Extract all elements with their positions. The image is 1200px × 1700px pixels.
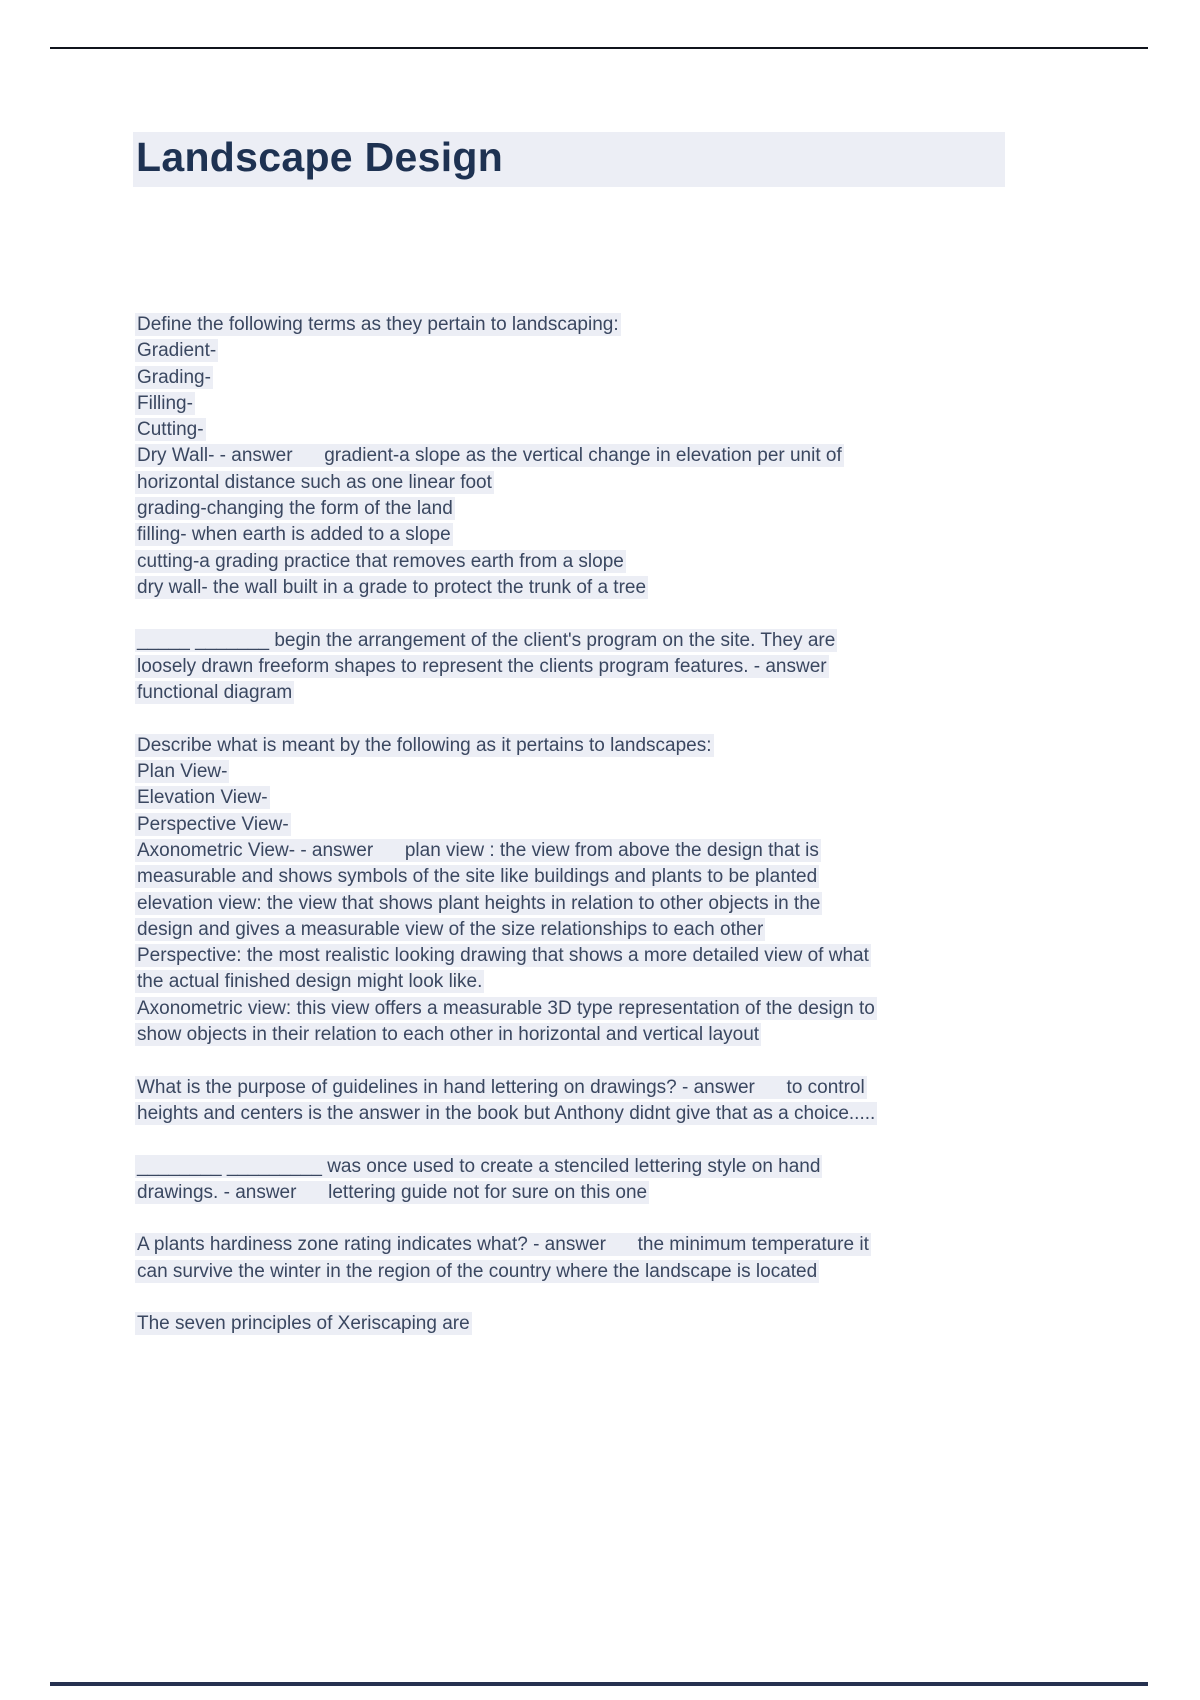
highlighted-text: Describe what is meant by the following as it pertains to landscapes: — [137, 734, 712, 756]
title-highlight-bar — [133, 132, 1005, 187]
highlighted-text: grading-changing the form of the land — [137, 498, 453, 520]
paragraph — [135, 1311, 1035, 1337]
highlighted-text: cutting-a grading practice that removes earth from a slope — [137, 550, 624, 572]
paragraph — [135, 312, 1035, 601]
text-line — [135, 1154, 1035, 1180]
highlighted-text: heights and centers is the answer in the book but Anthony didnt give that as a choice..... — [137, 1102, 876, 1124]
highlighted-text: Gradient- — [137, 340, 217, 362]
text-line — [135, 575, 1035, 601]
text-line — [135, 996, 1035, 1022]
text-line — [135, 812, 1035, 838]
text-line — [135, 1101, 1035, 1127]
text-line — [135, 443, 1035, 469]
document-body — [135, 312, 1035, 1364]
text-line — [135, 969, 1035, 995]
paragraph — [135, 628, 1035, 707]
highlighted-text: _____ _______ begin the arrangement of the client's program on the site. They are — [137, 629, 836, 651]
text-line — [135, 1075, 1035, 1101]
text-line — [135, 891, 1035, 917]
highlighted-text: dry wall- the wall built in a grade to protect the trunk of a tree — [137, 576, 647, 598]
text-line — [135, 943, 1035, 969]
highlighted-text: Perspective View- — [137, 813, 289, 835]
text-line — [135, 1232, 1035, 1258]
text-line — [135, 759, 1035, 785]
text-line — [135, 496, 1035, 522]
highlighted-text: ________ _________ was once used to create a stenciled lettering style on hand — [137, 1155, 821, 1177]
highlighted-text: filling- when earth is added to a slope — [137, 524, 451, 546]
text-line — [135, 733, 1035, 759]
highlighted-text: can survive the winter in the region of the country where the landscape is located — [137, 1260, 818, 1282]
highlighted-text: Dry Wall- - answer gradient-a slope as the vertical change in elevation per unit of — [137, 445, 842, 467]
text-line — [135, 365, 1035, 391]
highlighted-text: design and gives a measurable view of the size relationships to each other — [137, 918, 764, 940]
text-line — [135, 1180, 1035, 1206]
top-border-line — [50, 47, 1148, 49]
page-title: Landscape Design — [136, 134, 504, 180]
highlighted-text: Grading- — [137, 366, 211, 388]
text-line — [135, 864, 1035, 890]
highlighted-text: elevation view: the view that shows plant heights in relation to other objects in the — [137, 892, 821, 914]
highlighted-text: A plants hardiness zone rating indicates what? - answer the minimum temperature it — [137, 1234, 869, 1256]
paragraph — [135, 1154, 1035, 1207]
paragraph — [135, 1075, 1035, 1128]
text-line — [135, 654, 1035, 680]
highlighted-text: Axonometric View- - answer plan view : the view from above the design that is — [137, 839, 819, 861]
text-line — [135, 1311, 1035, 1337]
text-line — [135, 1022, 1035, 1048]
text-line — [135, 785, 1035, 811]
text-line — [135, 312, 1035, 338]
text-line — [135, 628, 1035, 654]
highlighted-text: Perspective: the most realistic looking drawing that shows a more detailed view of what — [137, 945, 869, 967]
highlighted-text: Cutting- — [137, 419, 204, 441]
highlighted-text: Define the following terms as they pertain to landscaping: — [137, 314, 619, 335]
paragraph — [135, 733, 1035, 1049]
highlighted-text: horizontal distance such as one linear foot — [137, 471, 492, 493]
highlighted-text: functional diagram — [137, 682, 293, 704]
bottom-border-line — [50, 1682, 1148, 1686]
highlighted-text: Filling- — [137, 392, 193, 414]
text-line — [135, 549, 1035, 575]
highlighted-text: Plan View- — [137, 761, 228, 783]
highlighted-text: measurable and shows symbols of the site like buildings and plants to be planted — [137, 866, 818, 888]
text-line — [135, 680, 1035, 706]
highlighted-text: Axonometric view: this view offers a measurable 3D type representation of the design to — [137, 997, 875, 1019]
highlighted-text: The seven principles of Xeriscaping are — [137, 1313, 470, 1335]
text-line — [135, 838, 1035, 864]
text-line — [135, 917, 1035, 943]
highlighted-text: drawings. - answer lettering guide not for sure on this one — [137, 1181, 648, 1203]
highlighted-text: Elevation View- — [137, 787, 268, 809]
highlighted-text: loosely drawn freeform shapes to represent the clients program features. - answer — [137, 655, 827, 677]
text-line — [135, 338, 1035, 364]
text-line — [135, 470, 1035, 496]
highlighted-text: show objects in their relation to each other in horizontal and vertical layout — [137, 1024, 760, 1046]
highlighted-text: What is the purpose of guidelines in hand lettering on drawings? - answer to control — [137, 1076, 865, 1098]
text-line — [135, 391, 1035, 417]
highlighted-text: the actual finished design might look like. — [137, 971, 483, 993]
text-line — [135, 417, 1035, 443]
paragraph — [135, 1232, 1035, 1285]
text-line — [135, 1259, 1035, 1285]
text-line — [135, 522, 1035, 548]
